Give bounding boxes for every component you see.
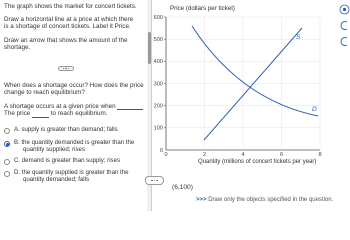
part2-question-line1: When does a shortage occur? How does the price	[4, 82, 144, 89]
instruction-text: Draw only the objects specified in the question.	[208, 197, 334, 203]
y-tick-100: 100	[153, 125, 163, 132]
option-b-label-line2: quantity supplied; rises	[23, 146, 85, 154]
x-tick-0: 0	[164, 152, 168, 158]
demand-label: D	[312, 106, 317, 113]
question-intro: The graph shows the market for concert tickets.	[4, 3, 137, 10]
select-tool-icon[interactable]	[339, 4, 350, 15]
fill-blank-text1: A shortage occurs at a given price when	[4, 103, 116, 110]
y-tick-300: 300	[153, 81, 163, 88]
x-tick-2: 2	[202, 152, 207, 158]
y-tick-600: 600	[153, 15, 163, 21]
option-b-label: the quantity demanded is greater than the	[21, 139, 135, 146]
y-tick-500: 500	[153, 37, 163, 43]
instruction-step2-line1: Draw an arrow that shows the amount of the	[4, 37, 128, 44]
question-panel: The graph shows the market for concert tickets. Draw a horizontal line at a price at which there is a shortage of concert tickets. Label it Price. Draw an arrow that shows the amount of the shortage. When does a shortage occur? How does the price change to reach equilibrium? A shortage occurs at a given price when The price to reach equilibrium. A. supply is greater than demand; falls B. the quantity demanded is greater than the quantity supplied; rises C. demand is greater than supply; rises D. the quantity supplied is greater than the quantity demanded; falls	[0, 0, 148, 211]
y-tick-0: 0	[159, 148, 163, 154]
x-axis-label: Quantity (millions of concert tickets per year)	[198, 159, 317, 165]
fill-blank-suffix: to reach equilibrium.	[50, 110, 108, 118]
option-d-label-line2: quantity demanded; falls	[23, 176, 90, 184]
x-tick-4: 4	[241, 152, 245, 158]
y-tick-400: 400	[153, 59, 163, 65]
option-c-label: demand is greater than supply; rises	[21, 157, 121, 164]
graph-instruction	[196, 197, 333, 203]
arrow-tool-icon[interactable]	[339, 36, 350, 47]
fill-blank-prefix: The price	[4, 110, 31, 118]
instruction-arrows: >>>	[196, 197, 207, 203]
x-tick-6: 6	[279, 152, 284, 158]
supply-label: S	[296, 34, 301, 41]
part2-question-line2: change to reach equilibrium?	[4, 89, 85, 97]
coordinate-readout: (6,100)	[172, 184, 193, 191]
instruction-step1-line1: Draw a horizontal line at a price at which there	[4, 16, 134, 23]
x-tick-8: 8	[318, 152, 322, 158]
instruction-step1-line2: is a shortage of concert tickets. Label it Price.	[4, 23, 131, 31]
y-tick-200: 200	[153, 103, 163, 110]
line-tool-icon[interactable]	[339, 20, 350, 31]
instruction-step2-line2: shortage.	[4, 44, 31, 52]
y-axis-label: Price (dollars per ticket)	[170, 5, 235, 12]
option-a-label: supply is greater than demand; falls	[21, 126, 118, 133]
supply-curve[interactable]	[204, 28, 302, 140]
option-d-label: the quantity supplied is greater than the	[21, 169, 129, 176]
